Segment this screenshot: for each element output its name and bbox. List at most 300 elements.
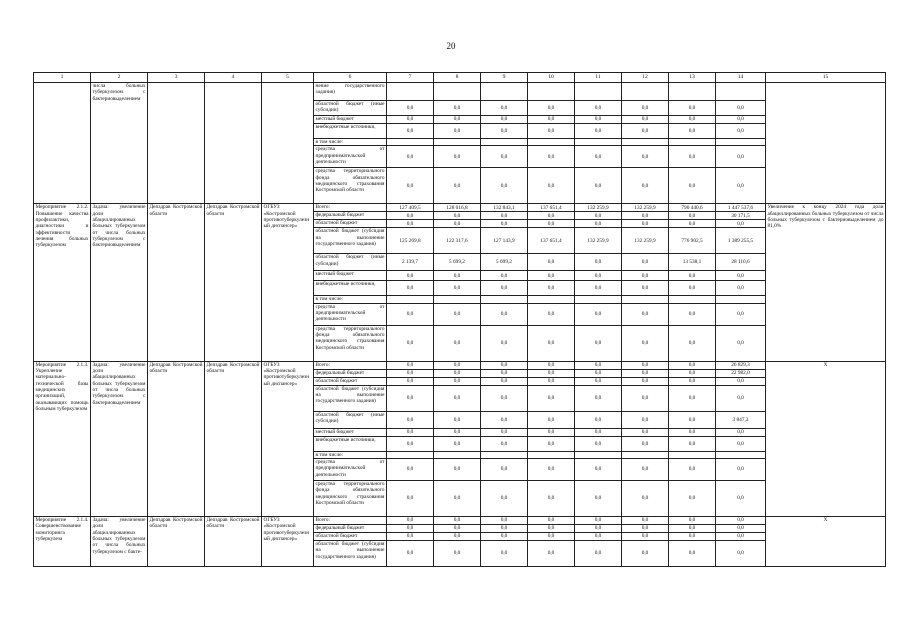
value-cell bbox=[716, 139, 766, 146]
value-cell: 0,0 bbox=[434, 436, 481, 451]
value-cell: 0,0 bbox=[669, 271, 716, 281]
value-cell: 0,0 bbox=[481, 361, 528, 369]
table-row bbox=[34, 517, 886, 525]
value-cell: 0,0 bbox=[669, 325, 716, 361]
value-cell: 0,0 bbox=[669, 459, 716, 481]
value-cell: 0,0 bbox=[575, 411, 622, 428]
column-number: 11 bbox=[575, 73, 622, 83]
value-cell: 132 259,9 bbox=[622, 204, 669, 212]
funding-source-cell: федеральный бюджет bbox=[314, 525, 387, 533]
value-cell: 0,0 bbox=[575, 146, 622, 168]
value-cell: 0,0 bbox=[669, 411, 716, 428]
value-cell: 0,0 bbox=[575, 459, 622, 481]
value-cell: 0,0 bbox=[575, 271, 622, 281]
value-cell: 132 259,9 bbox=[575, 228, 622, 254]
value-cell bbox=[528, 83, 575, 101]
value-cell bbox=[434, 296, 481, 303]
value-cell: 0,0 bbox=[481, 124, 528, 139]
value-cell: 0,0 bbox=[528, 481, 575, 517]
program-table-container bbox=[33, 72, 884, 593]
value-cell bbox=[716, 296, 766, 303]
value-cell: 0,0 bbox=[669, 525, 716, 533]
funding-source-cell: внебюджетные источники, bbox=[314, 281, 387, 296]
task-cell: Задача: увеличение доли абациллированных больных туберкулезом от числа больных туберкулезом с бакте- bbox=[91, 517, 148, 567]
value-cell: 0,0 bbox=[716, 124, 766, 139]
value-cell: 0,0 bbox=[387, 212, 434, 220]
value-cell: 0,0 bbox=[434, 411, 481, 428]
coordinator-cell bbox=[148, 83, 205, 204]
value-cell: 0,0 bbox=[575, 481, 622, 517]
value-cell: 0,0 bbox=[528, 411, 575, 428]
value-cell: 0,0 bbox=[669, 517, 716, 525]
value-cell: 0,0 bbox=[669, 303, 716, 325]
value-cell: 0,0 bbox=[669, 533, 716, 541]
value-cell: 0,0 bbox=[716, 481, 766, 517]
value-cell: 0,0 bbox=[575, 436, 622, 451]
value-cell: 0,0 bbox=[622, 428, 669, 436]
value-cell: 0,0 bbox=[434, 369, 481, 377]
funding-source-cell: средства территориального фонда обязательного медицинского страхования Костромской области bbox=[314, 325, 387, 361]
value-cell: 127 409,5 bbox=[387, 204, 434, 212]
value-cell bbox=[716, 451, 766, 458]
value-cell: 0,0 bbox=[622, 411, 669, 428]
funding-source-cell: Всего: bbox=[314, 517, 387, 525]
value-cell: 0,0 bbox=[716, 525, 766, 533]
value-cell: 0,0 bbox=[716, 428, 766, 436]
value-cell: 0,0 bbox=[387, 124, 434, 139]
value-cell: 0,0 bbox=[716, 101, 766, 116]
value-cell: 0,0 bbox=[528, 428, 575, 436]
value-cell: 0,0 bbox=[434, 361, 481, 369]
value-cell: 0,0 bbox=[716, 533, 766, 541]
value-cell: 28 110,6 bbox=[716, 254, 766, 271]
participant-cell: ОГБУЗ «Костромской противотуберкулезный диспансер» bbox=[262, 204, 314, 361]
coordinator-cell: Депздрав Костромской области bbox=[148, 361, 205, 516]
value-cell bbox=[716, 83, 766, 101]
value-cell: 0,0 bbox=[434, 385, 481, 411]
participant-cell bbox=[262, 83, 314, 204]
value-cell: 0,0 bbox=[575, 124, 622, 139]
value-cell: 0,0 bbox=[622, 303, 669, 325]
program-table bbox=[33, 72, 886, 567]
value-cell: 0,0 bbox=[716, 146, 766, 168]
task-cell: Задача: увеличение доли абациллированных больных туберкулезом от числа больных туберкулезом с бактериовыделением bbox=[91, 361, 148, 516]
value-cell bbox=[669, 83, 716, 101]
funding-source-cell: областной бюджет bbox=[314, 220, 387, 228]
value-cell: 2 139,7 bbox=[387, 254, 434, 271]
value-cell: 0,0 bbox=[528, 541, 575, 567]
value-cell: 0,0 bbox=[716, 541, 766, 567]
value-cell: 128 016,8 bbox=[434, 204, 481, 212]
value-cell: 0,0 bbox=[481, 533, 528, 541]
result-cell: X bbox=[766, 361, 886, 516]
value-cell: 0,0 bbox=[434, 281, 481, 296]
value-cell: 0,0 bbox=[622, 361, 669, 369]
value-cell: 0,0 bbox=[669, 101, 716, 116]
value-cell: 0,0 bbox=[622, 436, 669, 451]
value-cell: 0,0 bbox=[434, 212, 481, 220]
value-cell: 0,0 bbox=[669, 212, 716, 220]
task-cell: Задача: увеличение доли абациллированных больных туберкулезом от числа больных туберкулезом с бактериовыделением bbox=[91, 204, 148, 361]
value-cell: 0,0 bbox=[669, 124, 716, 139]
value-cell: 0,0 bbox=[716, 271, 766, 281]
value-cell bbox=[622, 296, 669, 303]
value-cell bbox=[575, 139, 622, 146]
value-cell: 0,0 bbox=[481, 411, 528, 428]
value-cell: 137 651,4 bbox=[528, 204, 575, 212]
value-cell: 0,0 bbox=[481, 436, 528, 451]
value-cell bbox=[575, 296, 622, 303]
value-cell: 0,0 bbox=[528, 303, 575, 325]
column-numbers-row bbox=[34, 73, 886, 83]
value-cell: 0,0 bbox=[622, 517, 669, 525]
value-cell: 0,0 bbox=[669, 428, 716, 436]
value-cell: 0,0 bbox=[481, 116, 528, 124]
value-cell: 0,0 bbox=[387, 428, 434, 436]
value-cell: 0,0 bbox=[387, 436, 434, 451]
value-cell bbox=[528, 296, 575, 303]
value-cell: 0,0 bbox=[387, 101, 434, 116]
value-cell: 0,0 bbox=[481, 459, 528, 481]
value-cell: 0,0 bbox=[669, 436, 716, 451]
value-cell: 0,0 bbox=[622, 254, 669, 271]
funding-source-cell: Всего: bbox=[314, 361, 387, 369]
value-cell bbox=[669, 139, 716, 146]
value-cell: 0,0 bbox=[622, 533, 669, 541]
value-cell: 0,0 bbox=[387, 220, 434, 228]
value-cell: 0,0 bbox=[528, 377, 575, 385]
table-body bbox=[34, 73, 886, 567]
value-cell: 0,0 bbox=[575, 220, 622, 228]
value-cell bbox=[387, 451, 434, 458]
value-cell: 0,0 bbox=[481, 481, 528, 517]
value-cell: 0,0 bbox=[434, 124, 481, 139]
value-cell: 0,0 bbox=[434, 271, 481, 281]
funding-source-cell: областной бюджет (иные субсидии) bbox=[314, 411, 387, 428]
value-cell: 0,0 bbox=[434, 428, 481, 436]
column-number: 9 bbox=[481, 73, 528, 83]
value-cell: 0,0 bbox=[528, 459, 575, 481]
value-cell: 0,0 bbox=[575, 377, 622, 385]
value-cell bbox=[481, 451, 528, 458]
funding-source-cell: нение государственного задания) bbox=[314, 83, 387, 101]
value-cell: 0,0 bbox=[716, 436, 766, 451]
page-number: 20 bbox=[446, 41, 456, 51]
value-cell: 0,0 bbox=[575, 116, 622, 124]
value-cell: 0,0 bbox=[481, 271, 528, 281]
value-cell: 0,0 bbox=[622, 369, 669, 377]
value-cell: 0,0 bbox=[481, 517, 528, 525]
value-cell: 0,0 bbox=[387, 281, 434, 296]
value-cell: 0,0 bbox=[481, 369, 528, 377]
executor-cell bbox=[205, 83, 262, 204]
column-number: 4 bbox=[205, 73, 262, 83]
value-cell: 0,0 bbox=[387, 481, 434, 517]
funding-source-cell: областной бюджет (субсидия на выполнение государственного задания) bbox=[314, 541, 387, 567]
value-cell: 0,0 bbox=[575, 369, 622, 377]
value-cell: 0,0 bbox=[387, 146, 434, 168]
value-cell: 30 171,5 bbox=[716, 212, 766, 220]
value-cell: 0,0 bbox=[387, 271, 434, 281]
value-cell: 790 440,6 bbox=[669, 204, 716, 212]
value-cell: 776 902,5 bbox=[669, 228, 716, 254]
funding-source-cell: областной бюджет (иные субсидии) bbox=[314, 254, 387, 271]
table-row bbox=[34, 83, 886, 101]
value-cell: 0,0 bbox=[622, 385, 669, 411]
value-cell: 0,0 bbox=[622, 220, 669, 228]
funding-source-cell: федеральный бюджет bbox=[314, 212, 387, 220]
column-number: 8 bbox=[434, 73, 481, 83]
value-cell: 0,0 bbox=[669, 377, 716, 385]
value-cell: 0,0 bbox=[528, 361, 575, 369]
funding-source-cell: местный бюджет bbox=[314, 428, 387, 436]
value-cell: 0,0 bbox=[716, 168, 766, 204]
value-cell: 0,0 bbox=[622, 377, 669, 385]
measure-name-cell: Мероприятие 2.1.3. Укрепление материально-технической базы медицинских организаций, оказывающих помощь больным туберкулезом bbox=[34, 361, 91, 516]
value-cell: 0,0 bbox=[669, 369, 716, 377]
value-cell: 127 143,9 bbox=[481, 228, 528, 254]
measure-name-cell: Мероприятие 2.1.4. Совершенствование мониторинга туберкулеза bbox=[34, 517, 91, 567]
funding-source-cell: областной бюджет (субсидия на выполнение государственного задания) bbox=[314, 228, 387, 254]
value-cell: 0,0 bbox=[528, 212, 575, 220]
value-cell: 0,0 bbox=[669, 220, 716, 228]
value-cell: 1 389 255,5 bbox=[716, 228, 766, 254]
value-cell: 0,0 bbox=[387, 459, 434, 481]
value-cell: 0,0 bbox=[387, 411, 434, 428]
value-cell: 0,0 bbox=[434, 377, 481, 385]
funding-source-cell: местный бюджет bbox=[314, 116, 387, 124]
measure-name-cell bbox=[34, 83, 91, 204]
funding-source-cell: областной бюджет (иные субсидии) bbox=[314, 101, 387, 116]
value-cell: 132 843,1 bbox=[481, 204, 528, 212]
column-number: 3 bbox=[148, 73, 205, 83]
value-cell: 0,0 bbox=[669, 385, 716, 411]
value-cell: 0,0 bbox=[669, 361, 716, 369]
value-cell: 0,0 bbox=[575, 533, 622, 541]
funding-source-cell: средства территориального фонда обязательного медицинского страхования Костромской области bbox=[314, 168, 387, 204]
value-cell: 0,0 bbox=[716, 220, 766, 228]
value-cell: 0,0 bbox=[387, 517, 434, 525]
value-cell: 0,0 bbox=[481, 220, 528, 228]
funding-source-cell: в том числе: bbox=[314, 451, 387, 458]
value-cell: 0,0 bbox=[528, 533, 575, 541]
value-cell: 0,0 bbox=[387, 377, 434, 385]
value-cell: 0,0 bbox=[481, 146, 528, 168]
column-number: 12 bbox=[622, 73, 669, 83]
value-cell: 0,0 bbox=[528, 369, 575, 377]
value-cell: 125 269,8 bbox=[387, 228, 434, 254]
value-cell: 0,0 bbox=[669, 481, 716, 517]
value-cell: 0,0 bbox=[481, 541, 528, 567]
value-cell bbox=[481, 296, 528, 303]
value-cell: 0,0 bbox=[387, 325, 434, 361]
value-cell: 0,0 bbox=[387, 541, 434, 567]
value-cell: 0,0 bbox=[481, 101, 528, 116]
value-cell bbox=[434, 451, 481, 458]
value-cell bbox=[434, 83, 481, 101]
value-cell: 0,0 bbox=[575, 525, 622, 533]
value-cell: 0,0 bbox=[622, 459, 669, 481]
funding-source-cell: Всего: bbox=[314, 204, 387, 212]
value-cell: 0,0 bbox=[528, 325, 575, 361]
value-cell: 0,0 bbox=[528, 271, 575, 281]
funding-source-cell: в том числе: bbox=[314, 296, 387, 303]
value-cell: 0,0 bbox=[622, 116, 669, 124]
value-cell: 13 538,1 bbox=[669, 254, 716, 271]
executor-cell: Депздрав Костромской области bbox=[205, 204, 262, 361]
value-cell bbox=[575, 451, 622, 458]
column-number: 14 bbox=[716, 73, 766, 83]
value-cell: 0,0 bbox=[481, 168, 528, 204]
value-cell: 0,0 bbox=[716, 281, 766, 296]
value-cell: 0,0 bbox=[716, 116, 766, 124]
value-cell: 0,0 bbox=[528, 517, 575, 525]
funding-source-cell: областной бюджет bbox=[314, 533, 387, 541]
executor-cell: Депздрав Костромской области bbox=[205, 361, 262, 516]
funding-source-cell: внебюджетные источники, bbox=[314, 124, 387, 139]
value-cell: 0,0 bbox=[622, 168, 669, 204]
value-cell: 0,0 bbox=[387, 369, 434, 377]
value-cell: 5 699,2 bbox=[481, 254, 528, 271]
task-cell: числа больных туберкулезом с бактериовыделением bbox=[91, 83, 148, 204]
value-cell: 0,0 bbox=[622, 325, 669, 361]
value-cell: 0,0 bbox=[434, 533, 481, 541]
value-cell: 0,0 bbox=[481, 281, 528, 296]
funding-source-cell: областной бюджет (субсидия на выполнение государственного задания) bbox=[314, 385, 387, 411]
value-cell: 0,0 bbox=[528, 385, 575, 411]
value-cell bbox=[528, 139, 575, 146]
value-cell: 0,0 bbox=[434, 541, 481, 567]
value-cell: 0,0 bbox=[434, 459, 481, 481]
funding-source-cell: федеральный бюджет bbox=[314, 369, 387, 377]
value-cell: 0,0 bbox=[528, 146, 575, 168]
value-cell: 0,0 bbox=[622, 212, 669, 220]
value-cell: 0,0 bbox=[528, 525, 575, 533]
column-number: 15 bbox=[766, 73, 886, 83]
value-cell bbox=[575, 83, 622, 101]
result-cell: Увеличение к концу 2024 года доли абациллированных больных туберкулезом от числа больных туберкулезом с бактериовыделением до 81,0% bbox=[766, 204, 886, 361]
table-row bbox=[34, 361, 886, 369]
value-cell: 0,0 bbox=[575, 254, 622, 271]
value-cell: 0,0 bbox=[575, 101, 622, 116]
executor-cell: Депздрав Костромской области bbox=[205, 517, 262, 567]
value-cell: 0,0 bbox=[481, 428, 528, 436]
value-cell bbox=[387, 83, 434, 101]
value-cell: 0,0 bbox=[387, 361, 434, 369]
value-cell: 3 847,3 bbox=[716, 411, 766, 428]
value-cell: 0,0 bbox=[575, 361, 622, 369]
value-cell: 0,0 bbox=[387, 303, 434, 325]
value-cell: 0,0 bbox=[387, 533, 434, 541]
column-number: 7 bbox=[387, 73, 434, 83]
value-cell: 0,0 bbox=[575, 325, 622, 361]
value-cell: 0,0 bbox=[622, 271, 669, 281]
value-cell: 0,0 bbox=[669, 168, 716, 204]
value-cell: 0,0 bbox=[716, 325, 766, 361]
value-cell: 0,0 bbox=[434, 481, 481, 517]
value-cell bbox=[481, 83, 528, 101]
value-cell bbox=[481, 139, 528, 146]
value-cell: 0,0 bbox=[575, 212, 622, 220]
column-number: 2 bbox=[91, 73, 148, 83]
value-cell: 0,0 bbox=[481, 212, 528, 220]
value-cell: 0,0 bbox=[622, 281, 669, 296]
value-cell: 0,0 bbox=[528, 281, 575, 296]
measure-name-cell: Мероприятие 2.1.2. Повышение качества профилактики, диагностики и эффективности лечения больных туберкулезом bbox=[34, 204, 91, 361]
column-number: 10 bbox=[528, 73, 575, 83]
value-cell: 0,0 bbox=[481, 385, 528, 411]
value-cell: 0,0 bbox=[575, 385, 622, 411]
value-cell: 0,0 bbox=[622, 101, 669, 116]
value-cell: 0,0 bbox=[528, 254, 575, 271]
value-cell: 0,0 bbox=[481, 377, 528, 385]
funding-source-cell: внебюджетные источники, bbox=[314, 436, 387, 451]
coordinator-cell: Депздрав Костромской области bbox=[148, 204, 205, 361]
column-number: 13 bbox=[669, 73, 716, 83]
value-cell: 0,0 bbox=[622, 525, 669, 533]
value-cell: 0,0 bbox=[622, 146, 669, 168]
value-cell bbox=[434, 139, 481, 146]
value-cell: 0,0 bbox=[387, 525, 434, 533]
participant-cell: ОГБУЗ «Костромской противотуберкулезный диспансер» bbox=[262, 517, 314, 567]
value-cell: 0,0 bbox=[716, 459, 766, 481]
column-number: 1 bbox=[34, 73, 91, 83]
coordinator-cell: Депздрав Костромской области bbox=[148, 517, 205, 567]
result-cell bbox=[766, 83, 886, 204]
value-cell: 132 259,9 bbox=[622, 228, 669, 254]
value-cell: 0,0 bbox=[528, 101, 575, 116]
column-number: 5 bbox=[262, 73, 314, 83]
funding-source-cell: областной бюджет bbox=[314, 377, 387, 385]
column-number: 6 bbox=[314, 73, 387, 83]
value-cell bbox=[669, 451, 716, 458]
value-cell: 132 259,9 bbox=[575, 204, 622, 212]
value-cell: 122 317,6 bbox=[434, 228, 481, 254]
value-cell: 0,0 bbox=[481, 303, 528, 325]
value-cell: 0,0 bbox=[716, 377, 766, 385]
value-cell: 0,0 bbox=[434, 168, 481, 204]
value-cell bbox=[622, 451, 669, 458]
value-cell: 137 651,4 bbox=[528, 228, 575, 254]
value-cell: 0,0 bbox=[575, 303, 622, 325]
value-cell: 0,0 bbox=[481, 325, 528, 361]
value-cell bbox=[669, 296, 716, 303]
value-cell: 26 829,3 bbox=[716, 361, 766, 369]
value-cell: 0,0 bbox=[434, 517, 481, 525]
value-cell: 0,0 bbox=[575, 517, 622, 525]
value-cell: 0,0 bbox=[434, 116, 481, 124]
value-cell: 0,0 bbox=[481, 525, 528, 533]
funding-source-cell: средства от предпринимательской деятельности bbox=[314, 146, 387, 168]
value-cell: 0,0 bbox=[669, 116, 716, 124]
value-cell: 0,0 bbox=[528, 436, 575, 451]
value-cell: 0,0 bbox=[575, 168, 622, 204]
value-cell bbox=[622, 139, 669, 146]
value-cell: 0,0 bbox=[716, 303, 766, 325]
value-cell bbox=[387, 296, 434, 303]
value-cell: 0,0 bbox=[669, 281, 716, 296]
value-cell: 0,0 bbox=[716, 385, 766, 411]
value-cell: 0,0 bbox=[387, 168, 434, 204]
value-cell: 0,0 bbox=[387, 116, 434, 124]
value-cell: 0,0 bbox=[716, 517, 766, 525]
value-cell: 0,0 bbox=[622, 481, 669, 517]
funding-source-cell: средства от предпринимательской деятельности bbox=[314, 459, 387, 481]
funding-source-cell: средства территориального фонда обязательного медицинского страхования Костромской области bbox=[314, 481, 387, 517]
value-cell: 0,0 bbox=[434, 303, 481, 325]
value-cell: 0,0 bbox=[434, 146, 481, 168]
value-cell: 0,0 bbox=[528, 116, 575, 124]
